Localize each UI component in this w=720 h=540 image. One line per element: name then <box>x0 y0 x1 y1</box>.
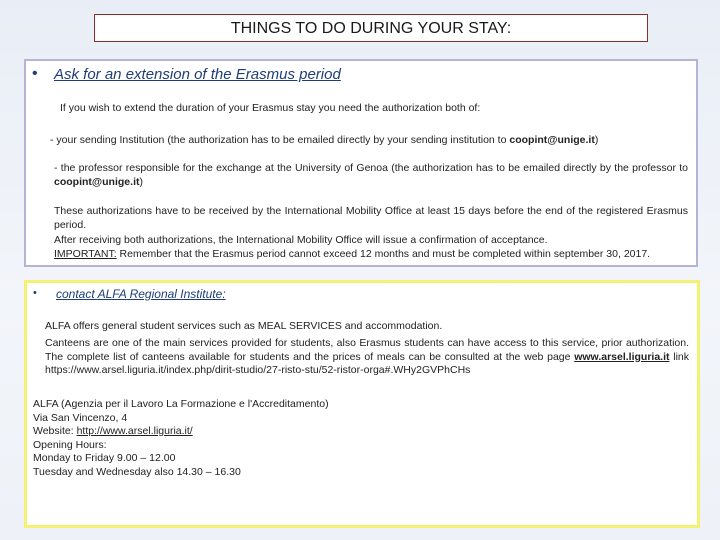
extension-note-deadline: These authorizations have to be received by the International Mobility Office at least 15 days before the end of the registered Erasmus period. <box>54 205 688 231</box>
extension-heading: Ask for an extension of the Erasmus period <box>54 66 341 83</box>
alfa-contact-block <box>33 398 329 479</box>
alfa-address: Via San Vincenzo, 4 <box>33 411 128 424</box>
item1-text: - your sending Institution (the authorization has to be emailed directly by your sending institution to <box>50 134 510 146</box>
item2-end: ) <box>139 175 143 188</box>
item2-email-link[interactable]: coopint@unige.it <box>54 175 140 188</box>
arsel-link[interactable]: www.arsel.liguria.it <box>574 350 670 363</box>
extension-important <box>54 248 699 262</box>
important-label: IMPORTANT: <box>54 248 117 260</box>
alfa-org-name: ALFA (Agenzia per il Lavoro La Formazione e l'Accreditamento) <box>33 398 329 410</box>
page-title-box <box>94 14 648 42</box>
extension-item-sending-institution <box>50 133 598 147</box>
alfa-services-intro: ALFA offers general student services such as MEAL SERVICES and accommodation. <box>45 320 443 332</box>
alfa-canteens-paragraph <box>45 337 689 378</box>
bullet-icon: • <box>33 287 37 299</box>
alfa-hours-label: Opening Hours: <box>33 438 107 451</box>
page-title-colon: : <box>506 20 512 37</box>
item2-text: - the professor responsible for the exchange at the University of Genoa (the authorization has to be emailed directly by the professor to <box>54 162 688 174</box>
canteens-link-text: link https://www.arsel.liguria.it/index.php/dirit-studio/27-risto-stu/52-ristor-orga#.WHy2GVPhCHs <box>45 350 689 376</box>
extension-item-professor <box>54 162 688 189</box>
website-link[interactable]: http://www.arsel.liguria.it/ <box>76 425 193 437</box>
alfa-website <box>33 425 329 439</box>
extension-intro: If you wish to extend the duration of your Erasmus stay you need the authorization both of: <box>60 102 481 114</box>
alfa-hours-weekdays: Monday to Friday 9.00 – 12.00 <box>33 452 176 464</box>
extension-section <box>24 59 698 267</box>
alfa-heading: contact ALFA Regional Institute: <box>56 287 226 301</box>
alfa-hours-afternoon: Tuesday and Wednesday also 14.30 – 16.30 <box>33 465 241 478</box>
important-text: Remember that the Erasmus period cannot exceed 12 months and must be completed within september 30, 2017. <box>116 248 651 260</box>
extension-note-confirmation: After receiving both authorizations, the International Mobility Office will issue a confirmation of acceptance. <box>54 234 548 246</box>
page-title: THINGS TO DO DURING YOUR STAY <box>230 20 507 37</box>
canteens-text: Canteens are one of the main services provided for students, also Erasmus students can have access to this service, prior authorization. The complete list of canteens available for students and the prices of meals can be consulted at the web page <box>45 337 689 363</box>
website-label: Website: <box>33 425 77 437</box>
item1-end: ) <box>594 134 599 146</box>
alfa-section <box>24 280 700 528</box>
bullet-icon: • <box>32 65 38 82</box>
item1-email-link[interactable]: coopint@unige.it <box>509 134 595 146</box>
